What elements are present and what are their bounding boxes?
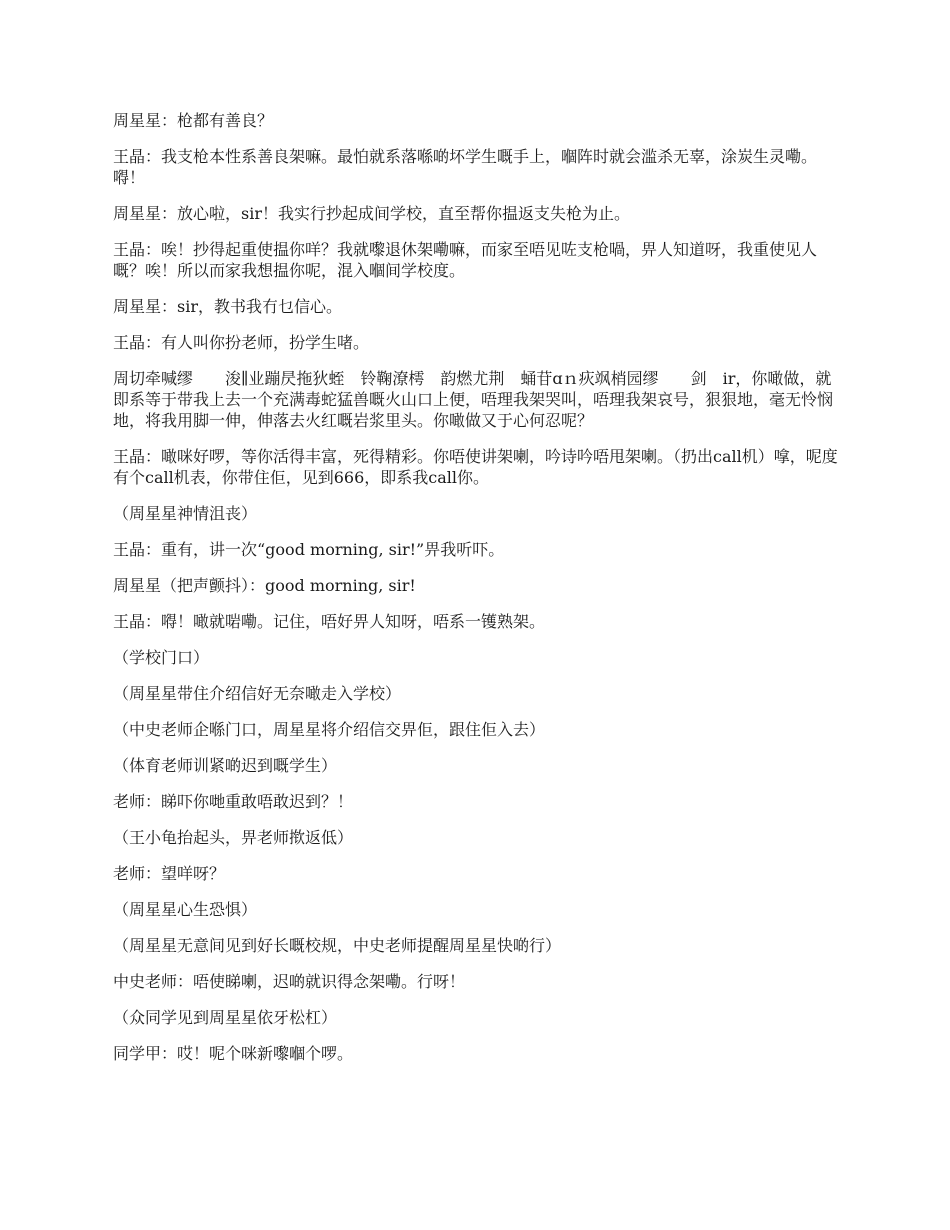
dialogue-line: 周切牵喊缪 浚∥业蹦昃拖狄蛭 铃鞠潦樗 韵燃尤荆 蛹苷ɑｎ疢飒梢园缪 剑 ir，你噉做，就即系等于带我上去一个充满毒蛇猛兽嘅火山口上便，唔理我架哭叫，唔理我架哀号，狠狠地，毫无怜悯地，将我用脚一伸，伸落去火红嘅岩浆里头。你噉做又于心何忍呢？ [113,369,834,430]
dialogue-line: 王晶：唉！抄得起重使揾你咩？我就嚟退休架嘞嘛，而家至唔见咗支枪喎，畀人知道呀，我重使见人嘅？唉！所以而家我想揾你呢，混入嗰间学校度。 [113,240,818,280]
dialogue-line: 周星星：sir，教书我冇乜信心。 [113,297,342,316]
stage-direction: （众同学见到周星星依牙松杠） [113,1008,338,1027]
dialogue-line: 老师：望咩呀？ [113,864,226,883]
dialogue-line: 王晶：我支枪本性系善良架嘛。最怕就系落喺啲坏学生嘅手上，嗰阵时就会滥杀无辜，涂炭生灵嘞。嘚！ [113,147,818,187]
stage-direction: （王小龟抬起头，畀老师揿返低） [113,828,354,847]
dialogue-line: 老师：睇吓你哋重敢唔敢迟到？！ [113,792,354,811]
dialogue-line: 同学甲：哎！呢个咪新嚟嗰个啰。 [113,1044,354,1063]
stage-direction: （周星星无意间见到好长嘅校规，中史老师提醒周星星快啲行） [113,936,562,955]
stage-direction: （周星星带住介绍信好无奈噉走入学校） [113,684,402,703]
stage-direction: （体育老师训紧啲迟到嘅学生） [113,756,338,775]
dialogue-line: 王晶：嘚！噉就啱嘞。记住，唔好畀人知呀，唔系一镬熟架。 [113,612,546,631]
dialogue-line: 王晶：重有，讲一次“good morning, sir!”畀我听吓。 [113,540,505,559]
dialogue-line: 周星星（把声颤抖）：good morning, sir! [113,576,416,595]
dialogue-line: 周星星：枪都有善良？ [113,111,274,130]
stage-direction: （周星星心生恐惧） [113,900,258,919]
stage-direction: （周星星神情沮丧） [113,504,258,523]
dialogue-line: 王晶：噉咪好啰，等你活得丰富，死得精彩。你唔使讲架喇，吟诗吟唔甩架喇。（扔出call机）嗱，呢度有个call机表，你带住佢，见到666，即系我call你。 [113,447,838,487]
dialogue-line: 周星星：放心啦，sir！我实行抄起成间学校，直至帮你揾返支失枪为止。 [113,204,630,223]
dialogue-line: 王晶：有人叫你扮老师，扮学生啫。 [113,333,370,352]
dialogue-line: 中史老师：唔使睇喇，迟啲就识得念架嘞。行呀！ [113,972,466,991]
stage-direction: （中史老师企喺门口，周星星将介绍信交畀佢，跟住佢入去） [113,720,546,739]
stage-direction: （学校门口） [113,648,210,667]
